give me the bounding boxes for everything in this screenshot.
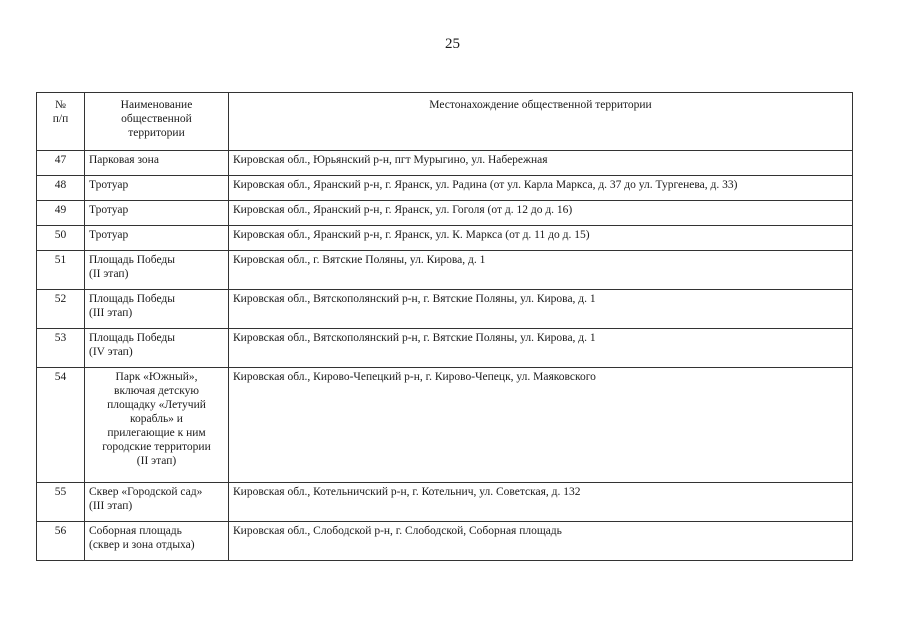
row-num: 48 [37,176,85,201]
row-location: Кировская обл., Вятскополянский р-н, г. Вятские Поляны, ул. Кирова, д. 1 [229,290,853,329]
row-num: 50 [37,226,85,251]
table-row [37,251,853,290]
row-num: 54 [37,368,85,483]
row-num: 56 [37,522,85,561]
row-name: Тротуар [85,176,229,201]
row-name: Парковая зона [85,151,229,176]
table-row [37,483,853,522]
row-location: Кировская обл., Котельничский р-н, г. Котельнич, ул. Советская, д. 132 [229,483,853,522]
row-name: Тротуар [85,201,229,226]
row-name: Площадь Победы (II этап) [85,251,229,290]
table-row [37,201,853,226]
row-location: Кировская обл., г. Вятские Поляны, ул. Кирова, д. 1 [229,251,853,290]
row-name: Соборная площадь (сквер и зона отдыха) [85,522,229,561]
territories-table [36,92,853,561]
row-name: Тротуар [85,226,229,251]
header-name: Наименование общественной территории [85,93,229,151]
header-location: Местонахождение общественной территории [229,93,853,151]
table-row [37,368,853,483]
row-name: Парк «Южный», включая детскую площадку «Летучий корабль» и прилегающие к ним городские территории (II этап) [85,368,229,483]
table-row [37,176,853,201]
row-location: Кировская обл., Юрьянский р-н, пгт Мурыгино, ул. Набережная [229,151,853,176]
row-location: Кировская обл., Кирово-Чепецкий р-н, г. Кирово-Чепецк, ул. Маяковского [229,368,853,483]
table-row [37,522,853,561]
row-location: Кировская обл., Вятскополянский р-н, г. Вятские Поляны, ул. Кирова, д. 1 [229,329,853,368]
row-num: 55 [37,483,85,522]
row-num: 51 [37,251,85,290]
page-number: 25 [445,36,460,52]
row-num: 53 [37,329,85,368]
row-location: Кировская обл., Слободской р-н, г. Слободской, Соборная площадь [229,522,853,561]
row-location: Кировская обл., Яранский р-н, г. Яранск, ул. К. Маркса (от д. 11 до д. 15) [229,226,853,251]
row-num: 47 [37,151,85,176]
row-location: Кировская обл., Яранский р-н, г. Яранск, ул. Гоголя (от д. 12 до д. 16) [229,201,853,226]
table-row [37,151,853,176]
row-num: 52 [37,290,85,329]
header-num: № п/п [37,93,85,151]
table-row [37,226,853,251]
row-name: Площадь Победы (III этап) [85,290,229,329]
table-row [37,290,853,329]
row-location: Кировская обл., Яранский р-н, г. Яранск, ул. Радина (от ул. Карла Маркса, д. 37 до ул. Тургенева, д. 33) [229,176,853,201]
row-name: Сквер «Городской сад» (III этап) [85,483,229,522]
row-name: Площадь Победы (IV этап) [85,329,229,368]
row-num: 49 [37,201,85,226]
table-row [37,329,853,368]
table-header-row [37,93,853,151]
